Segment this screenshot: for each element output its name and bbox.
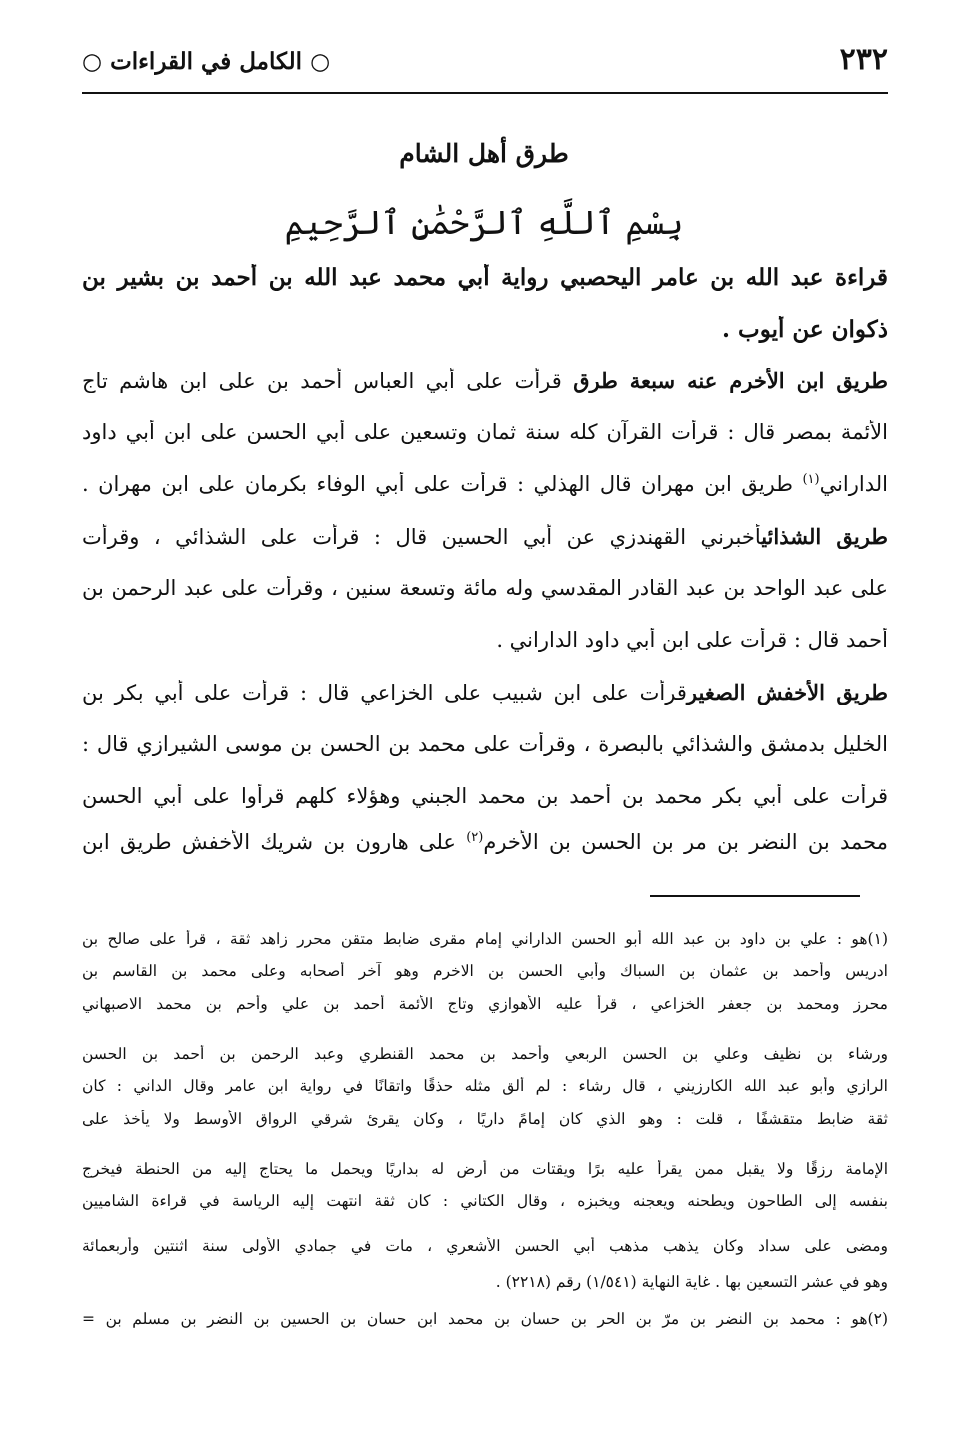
route-akhfash-heading: طريق الأخفش الصغير bbox=[686, 680, 888, 705]
footnote-ref-1[interactable]: (١) bbox=[802, 472, 820, 487]
footnote-line: ثقة ضابط متقشفًا ، قلت : وهو الذي كان إمامً داريًا ، وكان يقرئ شرقي الرواق الأوسط ولا يأخذ على bbox=[82, 1110, 888, 1128]
footnote-separator bbox=[650, 895, 860, 897]
paragraph-1-line-2: الأئمة بمصر قال : قرأت القرآن كله سنة ثمان وتسعين على أبي الحسن على ابن أبي داود bbox=[82, 420, 888, 444]
route-shadhai-heading: طريق الشذائي bbox=[761, 524, 888, 549]
paragraph-2-line-3: أحمد قال : قرأت على ابن أبي داود الداراني . bbox=[496, 628, 888, 652]
footnote-line: الإمامة رزقًا ولا يقبل ممن يقرأ عليه برًا ويقتات من أرض له بداريًا ويحمل ما يحتاج إليه من الحنطة فيخرج bbox=[82, 1160, 888, 1178]
paragraph-1-line-1 bbox=[82, 368, 888, 393]
section-title: طرق أهل الشام bbox=[399, 139, 569, 168]
footnote-line: ومضى على سداد وكان يذهب مذهب أبي الحسن الأشعري ، مات في جمادي الأولى سنة اثنتين وأربعمائة bbox=[82, 1237, 888, 1255]
paragraph-2-line-2: على عبد الواحد بن عبد القادر المقدسي وله مائة وتسعة سنين ، وقرأت على عبد الرحمن بن bbox=[82, 576, 888, 600]
footnote-line: بنفسه إلى الطاحون ويطحنه ويعجنه ويخبزه ، وقال الكتاني : كان ثقة انتهت إليه الرياسة في قراءة الشاميين bbox=[82, 1192, 888, 1210]
page-header bbox=[82, 40, 888, 94]
paragraph-text: طريق ابن مهران قال الهذلي : قرأت على أبي الوفاء بكرمان على ابن مهران . bbox=[82, 472, 803, 496]
paragraph-text: الداراني bbox=[819, 472, 888, 496]
footnote-line: الرازي وأبو عبد الله الكارزيني ، قال رشاء : لم ألق مثله حذقًا واتقانًا في رواية ابن عامر وقال الداني : كان bbox=[82, 1077, 888, 1095]
heading-line-1: قراءة عبد الله بن عامر اليحصبي رواية أبي محمد عبد الله بن أحمد بن بشير بن bbox=[82, 264, 888, 291]
footnote-line: محرز ومحمد بن جعفر الخزاعي ، قرأ عليه الأهوازي وتاج الأئمة أحمد بن علي وأحم بن محمد الاصبهاني bbox=[82, 995, 888, 1013]
heading-line-2: ذكوان عن أيوب . bbox=[722, 316, 888, 343]
paragraph-3-line-4 bbox=[82, 830, 888, 854]
footnote-ref-2[interactable]: (٢) bbox=[466, 830, 484, 845]
paragraph-text: أخبرني القهندزي عن أبي الحسين قال : قرأت على الشذائي ، وقرأت bbox=[82, 525, 762, 549]
paragraph-3-line-3: قرأت على أبي بكر محمد بن أحمد بن محمد الجبني وهؤلاء كلهم قرأوا على أبي الحسن bbox=[82, 784, 888, 808]
footnote-line: (٢)هو : محمد بن النضر بن مرّ بن الحر بن حسان بن محمد ابن حسان بن الحسين بن النضر بن مسلم بن = bbox=[82, 1310, 888, 1328]
footnote-line: ادريس وأحمد بن عثمان بن السباك وأبي الحسن بن الاخرم وهو آخر أصحابه وعلى محمد بن القاسم بن bbox=[82, 962, 888, 980]
footnote-line: (١)هو : علي بن داود بن عبد الله أبو الحسن الداراني إمام مقرى ضابط متقن محرر زاهد ثقة ، قرأ على صالح بن bbox=[82, 930, 888, 948]
book-title: ○ الكامل في القراءات ○ bbox=[82, 48, 331, 75]
paragraph-text: قرأت على أبي العباس أحمد بن على ابن هاشم تاج bbox=[82, 369, 574, 393]
paragraph-3-line-2: الخليل بدمشق والشذائي بالبصرة ، وقرأت على محمد بن الحسن بن موسى الشيرازي قال : bbox=[82, 732, 888, 756]
footnote-line: وهو في عشر التسعين بها . غاية النهاية (١/٥٤١) رقم (٢٢١٨) . bbox=[495, 1273, 888, 1291]
basmala: بِسْمِ ٱللَّهِ ٱلرَّحْمَٰنِ ٱلرَّحِيمِ bbox=[284, 203, 684, 242]
route-ibn-al-akhram-heading: طريق ابن الأخرم عنه سبعة طرق bbox=[573, 368, 888, 393]
paragraph-text: على هارون بن شريك الأخفش طريق ابن bbox=[82, 830, 467, 854]
paragraph-text: قرأت على ابن شبيب على الخزاعي قال : قرأت على أبي بكر بن bbox=[82, 681, 687, 705]
page-number: ٢٣٢ bbox=[839, 42, 888, 77]
paragraph-1-line-3 bbox=[82, 472, 888, 496]
paragraph-3-line-1 bbox=[82, 680, 888, 705]
footnote-line: ورشاء بن نظيف وعلي بن الحسن الربعي وأحمد بن محمد القنطري وعبد الرحمن بن أحمد بن الحسن bbox=[82, 1045, 888, 1063]
paragraph-2-line-1 bbox=[82, 524, 888, 549]
paragraph-text: محمد بن النضر بن مر بن الحسن بن الأخرم bbox=[483, 830, 888, 854]
